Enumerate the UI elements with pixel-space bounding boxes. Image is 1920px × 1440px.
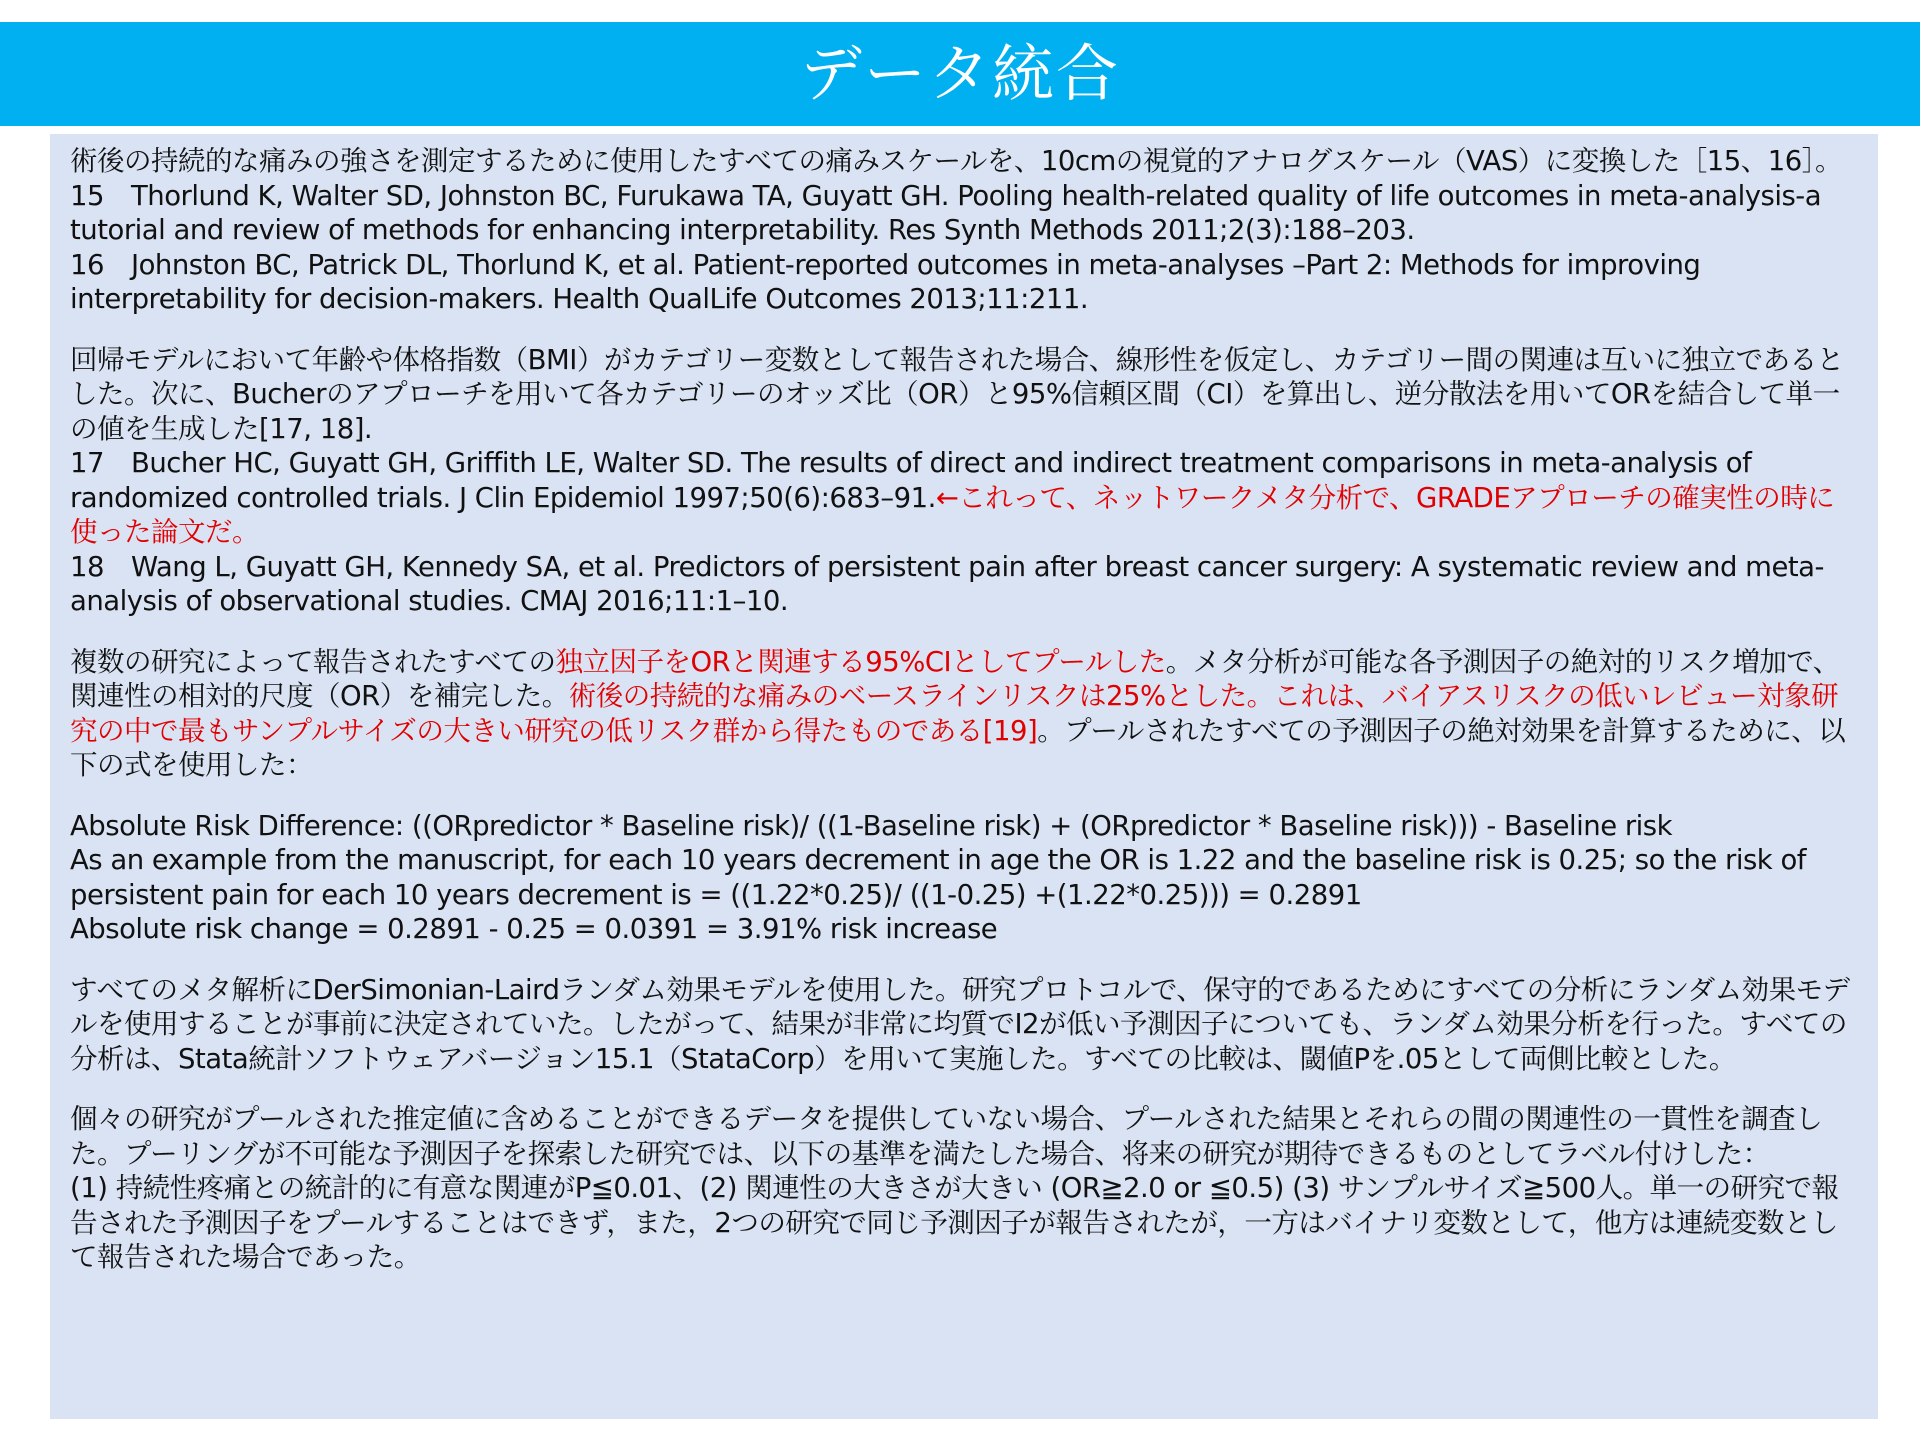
paragraph-regression [70,343,1858,619]
paragraph-random-effects [70,973,1858,1077]
reference-16: 16 Johnston BC, Patrick DL, Thorlund K, et al. Patient-reported outcomes in meta-analyses –Part 2: Methods for improving interpretability for decision-makers. Health QualLife Outcomes 2013;11:211. [70,248,1701,315]
paragraph-text: 回帰モデルにおいて年齢や体格指数（BMI）がカテゴリー変数として報告された場合、線形性を仮定し、カテゴリー間の関連は互いに独立であるとした。次に、Bucherのアプローチを用いて各カテゴリーのオッズ比（OR）と95%信頼区間（CI）を算出し、逆分散法を用いてORを結合して単一の値を生成した[17, 18]. [70,343,1844,445]
paragraph-text: 個々の研究がプールされた推定値に含めることができるデータを提供していない場合、プールされた結果とそれらの間の関連性の一貫性を調査した。プーリングが不可能な予測因子を探索した研究では、以下の基準を満たした場合、将来の研究が期待できるものとしてラベル付けした： [70,1103,1823,1170]
reference-17-note: ←これって、ネットワークメタ分析で、GRADEアプローチの確実性の時に使った論文だ。 [70,481,1835,548]
criteria-list: (1) 持続性疼痛との統計的に有意な関連がP≦0.01、(2) 関連性の大きさが大きい (OR≧2.0 or ≦0.5) (3) サンプルサイズ≧500人。単一の研究で報告された予測因子をプールすることはできず，また，2つの研究で同じ予測因子が報告されたが，一方はバイナリ変数として，他方は連続変数として報告された場合であった。 [70,1172,1839,1273]
highlighted-text: 術後の持続的な痛みのベースラインリスクは25%とした。これは、バイアスリスクの低いレビュー対象研究の中で最もサンプルサイズの大きい研究の低リスク群から得たものである [70,680,1839,747]
page-title: データ統合 [799,37,1120,110]
text-segment: 。プールされたすべての予測因子の絶対効果を計算するために、以下の式を使用した： [70,714,1846,781]
formula-example: As an example from the manuscript, for each 10 years decrement in age the OR is 1.22 and the baseline risk is 0.25; so the risk of persistent pain for each 10 years decrement is = ((1.22*0.25)/ ((1-0.25) +(1.22*0.25))) = 0.2891 [70,844,1806,911]
highlighted-text: 独立因子をORと関連する95%CIとしてプールした [555,645,1166,678]
reference-15: 15 Thorlund K, Walter SD, Johnston BC, Furukawa TA, Guyatt GH. Pooling health-related quality of life outcomes in meta-analysis-a tutorial and review of methods for enhancing interpretability. Res Synth Methods 2011;2(3):188–203. [70,179,1822,246]
text-segment: 複数の研究によって報告されたすべての [70,645,556,678]
formula-result: Absolute risk change = 0.2891 - 0.25 = 0.0391 = 3.91% risk increase [70,913,998,945]
text-segment: 。メタ分析が可能な各予測因子の絶対的リスク増加で、関連性の相対的尺度（OR）を補完した。 [70,645,1840,712]
reference-17 [70,446,1858,550]
paragraph-vas-conversion [70,144,1858,317]
content-box [50,134,1878,1419]
title-bar [0,22,1920,126]
highlighted-citation: [19] [982,714,1038,747]
paragraph-text: すべてのメタ解析にDerSimonian-Lairdランダム効果モデルを使用した。研究プロトコルで、保守的であるためにすべての分析にランダム効果モデルを使用することが事前に決定されていた。したがって、結果が非常に均質でI2が低い予測因子についても、ランダム効果分析を行った。すべての分析は、Stata統計ソフトウェアバージョン15.1（StataCorp）を用いて実施した。すべての比較は、閾値Pを.05として両側比較とした。 [70,973,1850,1075]
reference-18: 18 Wang L, Guyatt GH, Kennedy SA, et al. Predictors of persistent pain after breast cancer surgery: A systematic review and meta-analysis of observational studies. CMAJ 2016;11:1–10. [70,550,1824,617]
paragraph-text: 術後の持続的な痛みの強さを測定するために使用したすべての痛みスケールを、10cmの視覚的アナログスケール（VAS）に変換した［15、16］。 [70,145,1843,177]
paragraph-criteria [70,1102,1858,1275]
paragraph-pooling [70,645,1858,783]
reference-17-text: 17 Bucher HC, Guyatt GH, Griffith LE, Walter SD. The results of direct and indirect treatment comparisons in meta-analysis of randomized controlled trials. J Clin Epidemiol 1997;50(6):683–91. [70,447,1752,514]
formula-block [70,809,1858,947]
formula-line: Absolute Risk Difference: ((ORpredictor * Baseline risk)/ ((1-Baseline risk) + (ORpredictor * Baseline risk))) - Baseline risk [70,809,1673,842]
